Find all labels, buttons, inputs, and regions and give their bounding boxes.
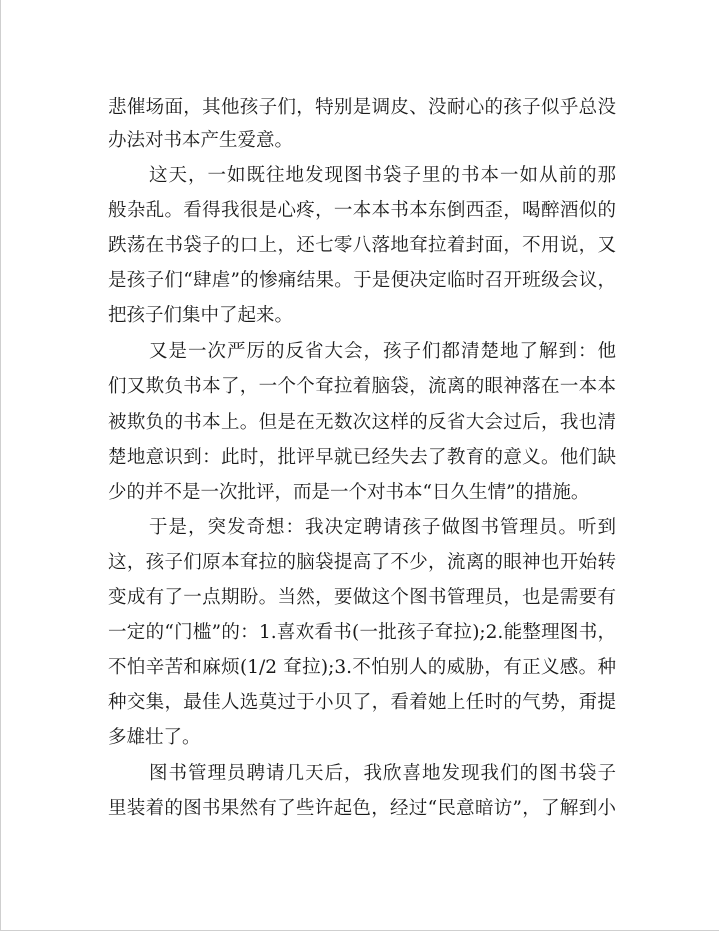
text-line: 们又欺负书本了，一个个耷拉着脑袋，流离的眼神落在一本本 — [108, 376, 616, 397]
paragraph-first-line: 这天，一如既往地发现图书袋子里的书本一如从前的那 — [149, 165, 616, 186]
text-line: 种交集，最佳人选莫过于小贝了，看着她上任时的气势，甭提 — [108, 692, 616, 713]
text-line: 这，孩子们原本耷拉的脑袋提高了不少，流离的眼神也开始转 — [108, 552, 616, 573]
text-line: 被欺负的书本上。但是在无数次这样的反省大会过后，我也清 — [108, 412, 616, 433]
text-line: 跌荡在书袋子的口上，还七零八落地耷拉着封面，不用说，又 — [108, 235, 616, 256]
text-line: 楚地意识到：此时，批评早就已经失去了教育的意义。他们缺 — [108, 447, 616, 468]
text-line: 是孩子们“肆虐”的惨痛结果。于是便决定临时召开班级会议， — [108, 270, 616, 291]
paragraph-first-line: 于是，突发奇想：我决定聘请孩子做图书管理员。听到 — [149, 517, 616, 538]
text-line: 多雄壮了。 — [108, 727, 201, 748]
text-line: 把孩子们集中了起来。 — [108, 305, 294, 326]
text-line: 少的并不是一次批评，而是一个对书本“日久生情”的措施。 — [108, 482, 590, 503]
text-line: 般杂乱。看得我很是心疼，一本本书本东倒西歪，喝醉酒似的 — [108, 200, 616, 221]
paragraph-first-line: 图书管理员聘请几天后，我欣喜地发现我们的图书袋子 — [149, 763, 616, 784]
text-line: 办法对书本产生爱意。 — [108, 130, 294, 151]
text-line: 里装着的图书果然有了些许起色，经过“民意暗访”，了解到小 — [108, 798, 616, 819]
paragraph-first-line: 又是一次严厉的反省大会，孩子们都清楚地了解到：他 — [149, 341, 616, 362]
text-line: 不怕辛苦和麻烦(1/2 耷拉);3.不怕别人的威胁，有正义感。种 — [108, 657, 616, 678]
text-line: 变成有了一点期盼。当然，要做这个图书管理员，也是需要有 — [108, 587, 616, 608]
text-line: 悲催场面，其他孩子们，特别是调皮、没耐心的孩子似乎总没 — [108, 97, 616, 118]
text-line: 一定的“门槛”的：1.喜欢看书(一批孩子耷拉);2.能整理图书， — [108, 622, 616, 643]
